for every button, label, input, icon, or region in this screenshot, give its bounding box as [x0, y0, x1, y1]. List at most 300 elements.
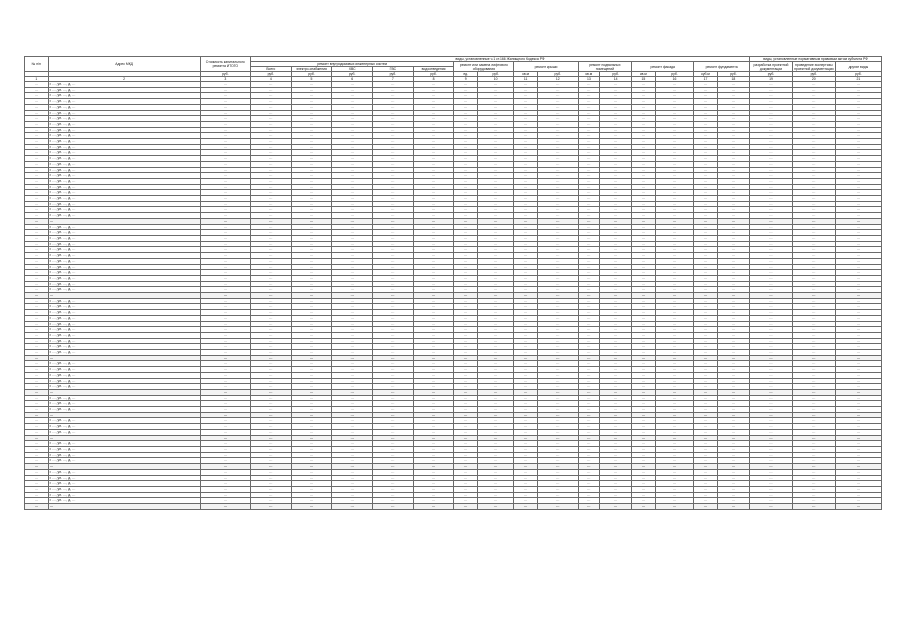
- row-sewage: …: [413, 258, 454, 264]
- row-lift-cost: …: [477, 93, 513, 99]
- row-lift-cost: …: [477, 110, 513, 116]
- row-foundation-cost: …: [717, 133, 749, 139]
- row-other-cost: …: [835, 293, 881, 299]
- row-basement-cost: …: [600, 241, 632, 247]
- row-sewage: …: [413, 116, 454, 122]
- row-roof-cost: …: [537, 441, 578, 447]
- row-roof-cost: …: [537, 110, 578, 116]
- row-electric: …: [291, 99, 332, 105]
- row-foundation-cost: …: [717, 270, 749, 276]
- row-expertise-cost: …: [792, 241, 835, 247]
- row-electric: …: [291, 133, 332, 139]
- row-roof-area: …: [514, 167, 538, 173]
- row-basement-cost: …: [600, 372, 632, 378]
- row-foundation-volume: …: [694, 401, 718, 407]
- row-cost: …: [200, 350, 250, 356]
- row-expertise-cost: …: [792, 458, 835, 464]
- row-basement-area: …: [578, 310, 599, 316]
- row-total: …: [250, 241, 291, 247]
- row-lift-cost: …: [477, 207, 513, 213]
- row-electric: …: [291, 253, 332, 259]
- row-number: …: [25, 121, 49, 127]
- row-expertise-cost: …: [792, 315, 835, 321]
- row-cost: …: [200, 190, 250, 196]
- row-cost: …: [200, 127, 250, 133]
- row-facade-cost: …: [655, 486, 694, 492]
- row-lift-units: …: [454, 492, 478, 498]
- row-sewage: …: [413, 486, 454, 492]
- row-number: …: [25, 201, 49, 207]
- row-number: …: [25, 150, 49, 156]
- row-expertise-cost: …: [792, 127, 835, 133]
- row-foundation-cost: …: [717, 321, 749, 327]
- row-other-cost: …: [835, 139, 881, 145]
- row-roof-area: …: [514, 315, 538, 321]
- row-electric: …: [291, 93, 332, 99]
- row-foundation-cost: …: [717, 196, 749, 202]
- row-cost: …: [200, 332, 250, 338]
- row-other-cost: …: [835, 230, 881, 236]
- row-project-cost: …: [750, 407, 793, 413]
- row-hot-water: …: [373, 475, 414, 481]
- row-other-cost: …: [835, 429, 881, 435]
- row-roof-area: …: [514, 361, 538, 367]
- row-cost: …: [200, 139, 250, 145]
- row-address: …: [48, 504, 200, 510]
- row-electric: …: [291, 230, 332, 236]
- row-facade-area: …: [632, 293, 656, 299]
- row-address: г. …, ул. …, д. …: [48, 350, 200, 356]
- row-foundation-volume: …: [694, 264, 718, 270]
- row-basement-cost: …: [600, 310, 632, 316]
- row-foundation-cost: …: [717, 116, 749, 122]
- row-facade-area: …: [632, 327, 656, 333]
- row-facade-cost: …: [655, 253, 694, 259]
- row-electric: …: [291, 486, 332, 492]
- row-project-cost: …: [750, 213, 793, 219]
- row-roof-area: …: [514, 378, 538, 384]
- row-project-cost: …: [750, 378, 793, 384]
- row-roof-area: …: [514, 407, 538, 413]
- row-other-cost: …: [835, 93, 881, 99]
- row-hot-water: …: [373, 469, 414, 475]
- row-project-cost: …: [750, 258, 793, 264]
- row-facade-area: …: [632, 201, 656, 207]
- row-project-cost: …: [750, 344, 793, 350]
- row-roof-area: …: [514, 418, 538, 424]
- row-address: …: [48, 293, 200, 299]
- row-facade-cost: …: [655, 389, 694, 395]
- row-cost: …: [200, 384, 250, 390]
- row-basement-area: …: [578, 447, 599, 453]
- row-electric: …: [291, 441, 332, 447]
- row-other-cost: …: [835, 304, 881, 310]
- row-number: …: [25, 264, 49, 270]
- row-roof-area: …: [514, 424, 538, 430]
- row-expertise-cost: …: [792, 190, 835, 196]
- row-project-cost: …: [750, 321, 793, 327]
- row-basement-area: …: [578, 469, 599, 475]
- row-basement-cost: …: [600, 361, 632, 367]
- row-cold-water: …: [332, 498, 373, 504]
- row-facade-area: …: [632, 121, 656, 127]
- row-address: г. …, ул. …, д. …: [48, 116, 200, 122]
- row-basement-cost: …: [600, 327, 632, 333]
- row-lift-cost: …: [477, 218, 513, 224]
- row-foundation-cost: …: [717, 372, 749, 378]
- row-roof-cost: …: [537, 184, 578, 190]
- row-foundation-cost: …: [717, 498, 749, 504]
- row-electric: …: [291, 156, 332, 162]
- row-expertise-cost: …: [792, 247, 835, 253]
- row-lift-units: …: [454, 253, 478, 259]
- row-expertise-cost: …: [792, 287, 835, 293]
- row-lift-cost: …: [477, 201, 513, 207]
- row-hot-water: …: [373, 218, 414, 224]
- row-expertise-cost: …: [792, 110, 835, 116]
- row-facade-area: …: [632, 424, 656, 430]
- row-basement-cost: …: [600, 167, 632, 173]
- row-electric: …: [291, 469, 332, 475]
- row-total: …: [250, 207, 291, 213]
- row-hot-water: …: [373, 418, 414, 424]
- row-hot-water: …: [373, 93, 414, 99]
- row-facade-area: …: [632, 435, 656, 441]
- row-hot-water: …: [373, 264, 414, 270]
- row-basement-area: …: [578, 458, 599, 464]
- row-facade-area: …: [632, 475, 656, 481]
- row-roof-cost: …: [537, 116, 578, 122]
- row-sewage: …: [413, 93, 454, 99]
- row-number: …: [25, 412, 49, 418]
- row-roof-area: …: [514, 441, 538, 447]
- row-expertise-cost: …: [792, 441, 835, 447]
- row-project-cost: …: [750, 287, 793, 293]
- row-electric: …: [291, 110, 332, 116]
- row-basement-area: …: [578, 110, 599, 116]
- row-project-cost: …: [750, 104, 793, 110]
- row-basement-area: …: [578, 464, 599, 470]
- row-roof-area: …: [514, 190, 538, 196]
- row-electric: …: [291, 498, 332, 504]
- row-total: …: [250, 355, 291, 361]
- row-cost: …: [200, 104, 250, 110]
- row-sewage: …: [413, 350, 454, 356]
- row-hot-water: …: [373, 315, 414, 321]
- row-hot-water: …: [373, 207, 414, 213]
- row-roof-cost: …: [537, 201, 578, 207]
- row-roof-area: …: [514, 144, 538, 150]
- row-lift-cost: …: [477, 253, 513, 259]
- row-cost: …: [200, 264, 250, 270]
- row-sewage: …: [413, 87, 454, 93]
- row-other-cost: …: [835, 332, 881, 338]
- row-facade-area: …: [632, 104, 656, 110]
- row-roof-cost: …: [537, 230, 578, 236]
- row-basement-area: …: [578, 104, 599, 110]
- row-facade-area: …: [632, 407, 656, 413]
- row-expertise-cost: …: [792, 429, 835, 435]
- row-expertise-cost: …: [792, 116, 835, 122]
- row-facade-area: …: [632, 504, 656, 510]
- row-foundation-cost: …: [717, 184, 749, 190]
- row-cold-water: …: [332, 315, 373, 321]
- row-expertise-cost: …: [792, 99, 835, 105]
- row-basement-area: …: [578, 355, 599, 361]
- row-project-cost: …: [750, 173, 793, 179]
- row-roof-area: …: [514, 264, 538, 270]
- row-lift-units: …: [454, 293, 478, 299]
- row-address: г. …, ул. …, д. …: [48, 441, 200, 447]
- row-address: г. …, ул. …, д. …: [48, 235, 200, 241]
- row-roof-area: …: [514, 372, 538, 378]
- row-basement-area: …: [578, 441, 599, 447]
- index-cell: 12: [537, 77, 578, 82]
- row-hot-water: …: [373, 224, 414, 230]
- row-roof-cost: …: [537, 464, 578, 470]
- row-project-cost: …: [750, 87, 793, 93]
- row-cold-water: …: [332, 458, 373, 464]
- row-cost: …: [200, 367, 250, 373]
- row-other-cost: …: [835, 452, 881, 458]
- row-lift-units: …: [454, 167, 478, 173]
- index-cell: 15: [632, 77, 656, 82]
- row-foundation-cost: …: [717, 429, 749, 435]
- row-project-cost: …: [750, 178, 793, 184]
- row-foundation-cost: …: [717, 93, 749, 99]
- row-cold-water: …: [332, 452, 373, 458]
- row-address: г. …, ул. …, д. …: [48, 321, 200, 327]
- row-other-cost: …: [835, 367, 881, 373]
- row-lift-units: …: [454, 275, 478, 281]
- row-sewage: …: [413, 361, 454, 367]
- row-total: …: [250, 127, 291, 133]
- row-foundation-volume: …: [694, 435, 718, 441]
- row-other-cost: …: [835, 407, 881, 413]
- row-other-cost: …: [835, 150, 881, 156]
- row-facade-area: …: [632, 447, 656, 453]
- row-other-cost: …: [835, 173, 881, 179]
- row-electric: …: [291, 367, 332, 373]
- row-total: …: [250, 224, 291, 230]
- row-hot-water: …: [373, 338, 414, 344]
- row-roof-area: …: [514, 218, 538, 224]
- index-cell: 1: [25, 77, 49, 82]
- row-roof-area: …: [514, 87, 538, 93]
- row-other-cost: …: [835, 241, 881, 247]
- row-address: г. …, ул. …, д. …: [48, 196, 200, 202]
- row-project-cost: …: [750, 133, 793, 139]
- row-basement-area: …: [578, 253, 599, 259]
- row-roof-area: …: [514, 395, 538, 401]
- row-roof-area: …: [514, 156, 538, 162]
- row-address: г. …, ул. …, д. …: [48, 201, 200, 207]
- row-lift-cost: …: [477, 486, 513, 492]
- row-number: …: [25, 156, 49, 162]
- row-project-cost: …: [750, 486, 793, 492]
- row-basement-area: …: [578, 150, 599, 156]
- row-address: г. …, ул. …, д. …: [48, 87, 200, 93]
- row-basement-cost: …: [600, 99, 632, 105]
- row-cost: …: [200, 121, 250, 127]
- row-total: …: [250, 304, 291, 310]
- row-cold-water: …: [332, 144, 373, 150]
- row-electric: …: [291, 207, 332, 213]
- row-number: …: [25, 401, 49, 407]
- row-foundation-volume: …: [694, 458, 718, 464]
- unit-cell: руб.: [537, 72, 578, 77]
- row-facade-cost: …: [655, 293, 694, 299]
- row-foundation-cost: …: [717, 464, 749, 470]
- row-foundation-volume: …: [694, 235, 718, 241]
- row-facade-area: …: [632, 127, 656, 133]
- row-electric: …: [291, 82, 332, 88]
- row-basement-area: …: [578, 372, 599, 378]
- row-project-cost: …: [750, 116, 793, 122]
- row-facade-area: …: [632, 144, 656, 150]
- row-sewage: …: [413, 110, 454, 116]
- row-hot-water: …: [373, 293, 414, 299]
- row-facade-cost: …: [655, 412, 694, 418]
- row-facade-cost: …: [655, 435, 694, 441]
- row-foundation-volume: …: [694, 327, 718, 333]
- row-hot-water: …: [373, 298, 414, 304]
- row-electric: …: [291, 372, 332, 378]
- row-hot-water: …: [373, 486, 414, 492]
- row-sewage: …: [413, 401, 454, 407]
- row-lift-cost: …: [477, 264, 513, 270]
- row-total: …: [250, 350, 291, 356]
- row-cold-water: …: [332, 298, 373, 304]
- row-total: …: [250, 230, 291, 236]
- row-total: …: [250, 492, 291, 498]
- row-sewage: …: [413, 99, 454, 105]
- row-expertise-cost: …: [792, 435, 835, 441]
- row-basement-area: …: [578, 389, 599, 395]
- row-facade-area: …: [632, 150, 656, 156]
- row-total: …: [250, 201, 291, 207]
- row-foundation-volume: …: [694, 270, 718, 276]
- row-project-cost: …: [750, 464, 793, 470]
- row-total: …: [250, 321, 291, 327]
- row-basement-cost: …: [600, 475, 632, 481]
- row-other-cost: …: [835, 275, 881, 281]
- row-number: …: [25, 293, 49, 299]
- row-foundation-cost: …: [717, 213, 749, 219]
- row-foundation-cost: …: [717, 447, 749, 453]
- row-facade-area: …: [632, 418, 656, 424]
- row-number: …: [25, 161, 49, 167]
- row-facade-area: …: [632, 264, 656, 270]
- row-facade-cost: …: [655, 384, 694, 390]
- row-hot-water: …: [373, 361, 414, 367]
- row-number: …: [25, 475, 49, 481]
- row-hot-water: …: [373, 372, 414, 378]
- row-roof-area: …: [514, 293, 538, 299]
- row-hot-water: …: [373, 464, 414, 470]
- row-foundation-volume: …: [694, 104, 718, 110]
- unit-cell: руб.: [600, 72, 632, 77]
- row-foundation-cost: …: [717, 156, 749, 162]
- row-address: г. …, ул. …, д. …: [48, 207, 200, 213]
- row-basement-cost: …: [600, 247, 632, 253]
- row-total: …: [250, 452, 291, 458]
- row-facade-area: …: [632, 218, 656, 224]
- row-cold-water: …: [332, 121, 373, 127]
- row-facade-cost: …: [655, 196, 694, 202]
- row-lift-cost: …: [477, 407, 513, 413]
- row-address: г. …, ул. …, д. …: [48, 82, 200, 88]
- row-project-cost: …: [750, 161, 793, 167]
- row-other-cost: …: [835, 378, 881, 384]
- row-sewage: …: [413, 230, 454, 236]
- row-lift-units: …: [454, 218, 478, 224]
- row-foundation-cost: …: [717, 218, 749, 224]
- row-total: …: [250, 133, 291, 139]
- row-electric: …: [291, 412, 332, 418]
- row-roof-cost: …: [537, 139, 578, 145]
- row-total: …: [250, 424, 291, 430]
- row-hot-water: …: [373, 104, 414, 110]
- index-cell: 8: [413, 77, 454, 82]
- row-expertise-cost: …: [792, 475, 835, 481]
- row-other-cost: …: [835, 270, 881, 276]
- row-hot-water: …: [373, 395, 414, 401]
- row-cost: …: [200, 281, 250, 287]
- row-roof-cost: …: [537, 355, 578, 361]
- row-other-cost: …: [835, 412, 881, 418]
- row-hot-water: …: [373, 127, 414, 133]
- row-sewage: …: [413, 173, 454, 179]
- row-lift-cost: …: [477, 315, 513, 321]
- row-basement-area: …: [578, 321, 599, 327]
- row-facade-cost: …: [655, 378, 694, 384]
- row-foundation-volume: …: [694, 93, 718, 99]
- row-roof-area: …: [514, 287, 538, 293]
- row-number: …: [25, 247, 49, 253]
- row-other-cost: …: [835, 321, 881, 327]
- row-basement-cost: …: [600, 173, 632, 179]
- row-total: …: [250, 464, 291, 470]
- row-cost: …: [200, 418, 250, 424]
- row-other-cost: …: [835, 213, 881, 219]
- row-foundation-cost: …: [717, 332, 749, 338]
- capital-repair-register-sheet: [24, 56, 882, 510]
- row-roof-cost: …: [537, 156, 578, 162]
- row-facade-area: …: [632, 178, 656, 184]
- row-foundation-cost: …: [717, 241, 749, 247]
- row-roof-area: …: [514, 258, 538, 264]
- row-lift-units: …: [454, 338, 478, 344]
- row-lift-units: …: [454, 498, 478, 504]
- row-foundation-cost: …: [717, 384, 749, 390]
- row-cost: …: [200, 355, 250, 361]
- row-expertise-cost: …: [792, 230, 835, 236]
- row-other-cost: …: [835, 481, 881, 487]
- row-cost: …: [200, 218, 250, 224]
- row-project-cost: …: [750, 241, 793, 247]
- row-foundation-cost: …: [717, 144, 749, 150]
- row-address: г. …, ул. …, д. …: [48, 127, 200, 133]
- row-foundation-volume: …: [694, 144, 718, 150]
- row-lift-cost: …: [477, 133, 513, 139]
- row-electric: …: [291, 344, 332, 350]
- row-basement-area: …: [578, 452, 599, 458]
- row-roof-cost: …: [537, 389, 578, 395]
- row-facade-cost: …: [655, 207, 694, 213]
- row-number: …: [25, 281, 49, 287]
- row-number: …: [25, 378, 49, 384]
